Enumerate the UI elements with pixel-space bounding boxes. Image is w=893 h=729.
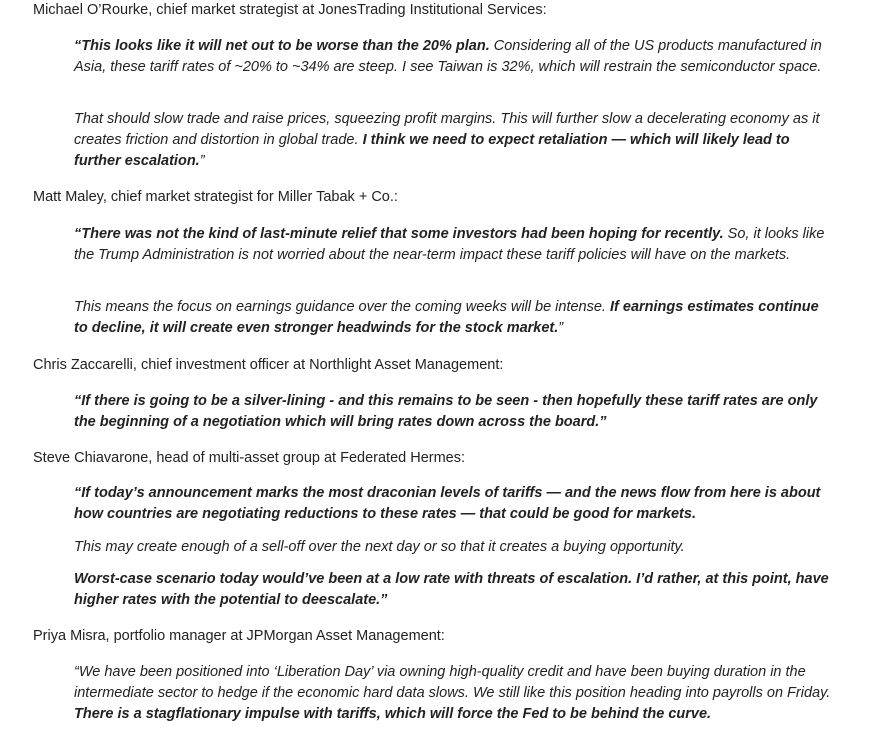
speaker-line: Steve Chiavarone, head of multi-asset group at Federated Hermes: <box>33 450 466 466</box>
speaker-line: Priya Misra, portfolio manager at JPMorgan Asset Management: <box>33 628 445 644</box>
quote-text: This may create enough of a sell-off over the next day or so that it creates a buying opportunity. <box>74 539 685 555</box>
quote-bold-text: There is a stagflationary impulse with tariffs, which will force the Fed to be behind the curve. <box>74 706 712 722</box>
quote-bold-text: “If today’s announcement marks the most draconian levels of tariffs — and the news flow from here is about how countries are negotiating reductions to these rates — that could be good for markets. <box>74 485 821 522</box>
quote-text: ” <box>199 153 205 169</box>
quote-text: Considering all of the US products manufactured in Asia, these tariff rates of ~20% to ~34% are steep. I see Taiwan is 32%, which will restrain the semiconductor space. <box>74 38 822 75</box>
quote-bold-text: “If there is going to be a silver-lining - and this remains to be seen - then hopefully these tariff rates are only the beginning of a negotiation which will bring rates down across the board.” <box>74 393 818 430</box>
quote-paragraph <box>74 569 834 611</box>
quote-bold-text: Worst-case scenario today would’ve been at a low rate with threats of escalation. I’d rather, at this point, have higher rates with the potential to deescalate.” <box>74 571 829 608</box>
quote-bold-text: If earnings estimates continue to decline, it will create even stronger headwinds for the stock market. <box>74 299 819 336</box>
quote-text: That should slow trade and raise prices, squeezing profit margins. This will further slow a decelerating economy as it creates friction and distortion in global trade. <box>74 111 820 148</box>
quote-text: ” <box>558 320 564 336</box>
speaker-line: Matt Maley, chief market strategist for Miller Tabak + Co.: <box>33 189 398 205</box>
quote-paragraph <box>74 662 834 725</box>
quote-bold-text: I think we need to expect retaliation — which will likely lead to further escalation. <box>74 132 790 169</box>
quote-paragraph <box>74 109 834 172</box>
speaker-line: Chris Zaccarelli, chief investment officer at Northlight Asset Management: <box>33 357 504 373</box>
quote-text: This means the focus on earnings guidance over the coming weeks will be intense. <box>74 299 610 315</box>
quote-text: So, it looks like the Trump Administration is not worried about the near-term impact these tariff policies will have on the markets. <box>74 226 825 263</box>
quote-bold-text: “There was not the kind of last-minute relief that some investors had been hoping for recently. <box>74 226 724 242</box>
quote-bold-text: “This looks like it will net out to be worse than the 20% plan. <box>74 38 490 54</box>
quote-paragraph <box>74 224 834 266</box>
quote-paragraph <box>74 391 834 433</box>
quote-paragraph <box>74 537 834 558</box>
speaker-line: Michael O’Rourke, chief market strategist at JonesTrading Institutional Services: <box>33 2 547 18</box>
quote-text: “We have been positioned into ‘Liberation Day’ via owning high-quality credit and have been buying duration in the intermediate sector to hedge if the economic hard data slows. We still like this position heading into payrolls on Friday. <box>74 664 831 701</box>
quote-paragraph <box>74 483 834 525</box>
quote-paragraph <box>74 297 834 339</box>
quote-paragraph <box>74 36 834 78</box>
